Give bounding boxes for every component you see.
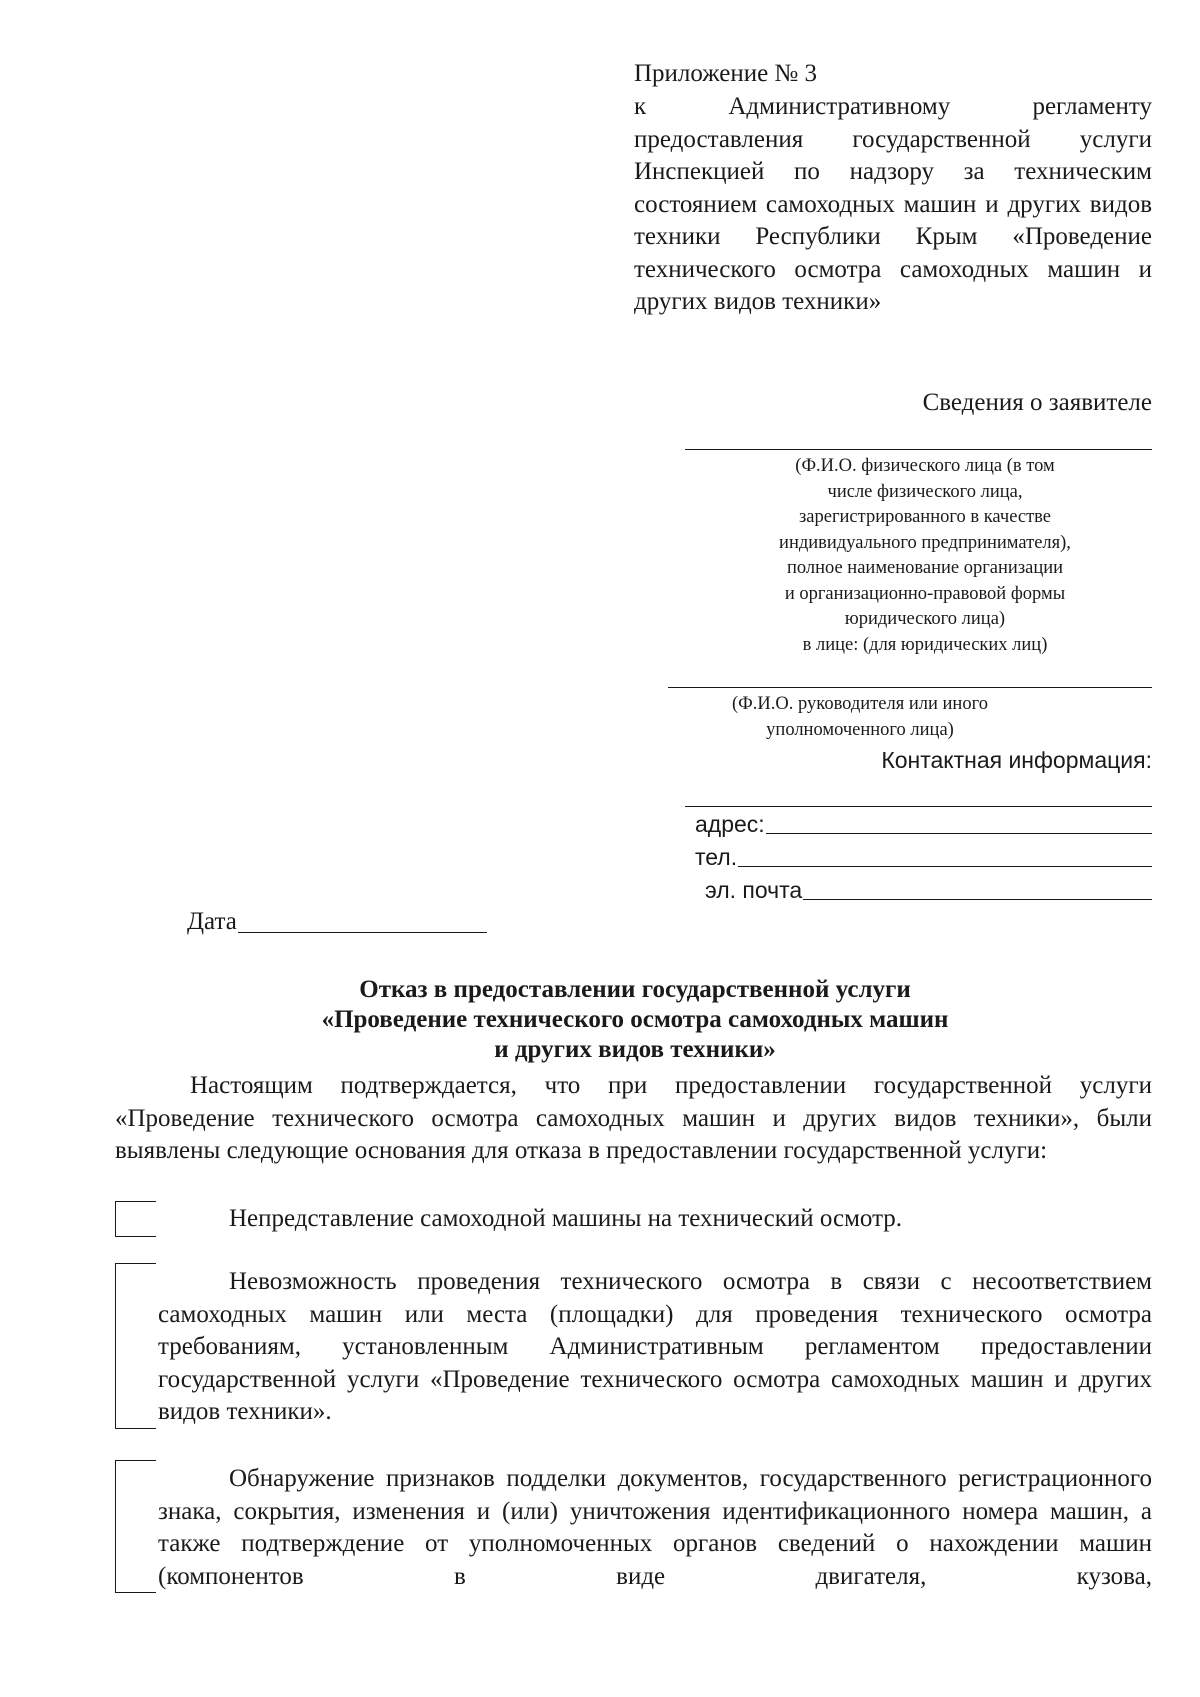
fio-caption-line: зарегистрированного в качестве: [798, 507, 1052, 527]
date-label: Дата: [187, 908, 237, 935]
ground-2-text: Невозможность проведения технического осмотра в связи с несоответствием самоходных машин или места (площадки) для проведения технического осмотра требованиям, установленным Административным регламентом предоставлении государственной услуги «Проведение технического осмотра самоходных машин и других видов техники».: [158, 1268, 1152, 1425]
ground-2-checkbox[interactable]: [115, 1263, 156, 1429]
phone-field[interactable]: [695, 841, 1152, 873]
date-line: [238, 932, 487, 933]
date-field[interactable]: [187, 906, 487, 939]
head-line: [668, 687, 1152, 688]
address-label: адрес:: [695, 811, 765, 837]
appendix-number: Приложение № 3: [634, 60, 818, 87]
contact-heading: Контактная информация:: [881, 747, 1152, 773]
email-field[interactable]: [705, 874, 1152, 906]
head-caption-line: (Ф.И.О. руководителя или иного: [732, 694, 988, 714]
fio-caption-line: индивидуального предпринимателя),: [779, 532, 1071, 553]
refusal-title: [115, 975, 1155, 1065]
head-caption: [690, 692, 1030, 743]
fio-line: [685, 449, 1152, 450]
email-label: эл. почта: [705, 877, 803, 903]
appendix-reference: к Административному регламенту предоставления государственной услуги Инспекцией по надзору за техническим состоянием самоходных машин и других видов техники Республики Крым «Проведение технического осмотра самоходных машин и других видов техники»: [634, 93, 1152, 315]
address-line: [766, 833, 1152, 834]
refusal-title-line: Отказ в предоставлении государственной услуги: [359, 976, 911, 1003]
fio-caption-line: (Ф.И.О. физического лица (в том: [795, 456, 1055, 476]
applicant-heading: Сведения о заявителе: [922, 389, 1152, 416]
fio-caption-line: полное наименование организации: [786, 558, 1064, 578]
contact-line: [685, 806, 1152, 807]
ground-1-checkbox[interactable]: [115, 1201, 156, 1237]
refusal-title-line: «Проведение технического осмотра самоходных машин: [321, 1006, 949, 1033]
head-caption-line: уполномоченного лица): [766, 719, 954, 740]
email-line: [803, 899, 1152, 900]
ground-1-text: Непредставление самоходной машины на технический осмотр.: [229, 1205, 903, 1232]
fio-caption-line: юридического лица): [844, 609, 1006, 629]
fio-caption-line: в лице: (для юридических лиц): [802, 634, 1048, 655]
phone-label: тел.: [695, 844, 738, 870]
fio-caption: [700, 454, 1150, 658]
refusal-intro: Настоящим подтверждается, что при предоставлении государственной услуги «Проведение технического осмотра самоходных машин и других видов техники», были выявлены следующие основания для отказа в предоставлении государственной услуги:: [115, 1072, 1152, 1164]
fio-caption-line: числе физического лица,: [827, 481, 1023, 502]
refusal-title-line: и других видов техники»: [494, 1036, 776, 1063]
fio-caption-line: и организационно-правовой формы: [784, 583, 1066, 604]
phone-line: [738, 866, 1152, 867]
address-field[interactable]: [695, 808, 1152, 840]
ground-3-checkbox[interactable]: [115, 1460, 156, 1593]
ground-3-text: Обнаружение признаков подделки документов, государственного регистрационного знака, сокрытия, изменения и (или) уничтожения идентификационного номера машин, а также подтверждение от уполномоченных органов сведений о нахождении машин (компонентов в виде двигателя, кузова,: [158, 1465, 1152, 1590]
